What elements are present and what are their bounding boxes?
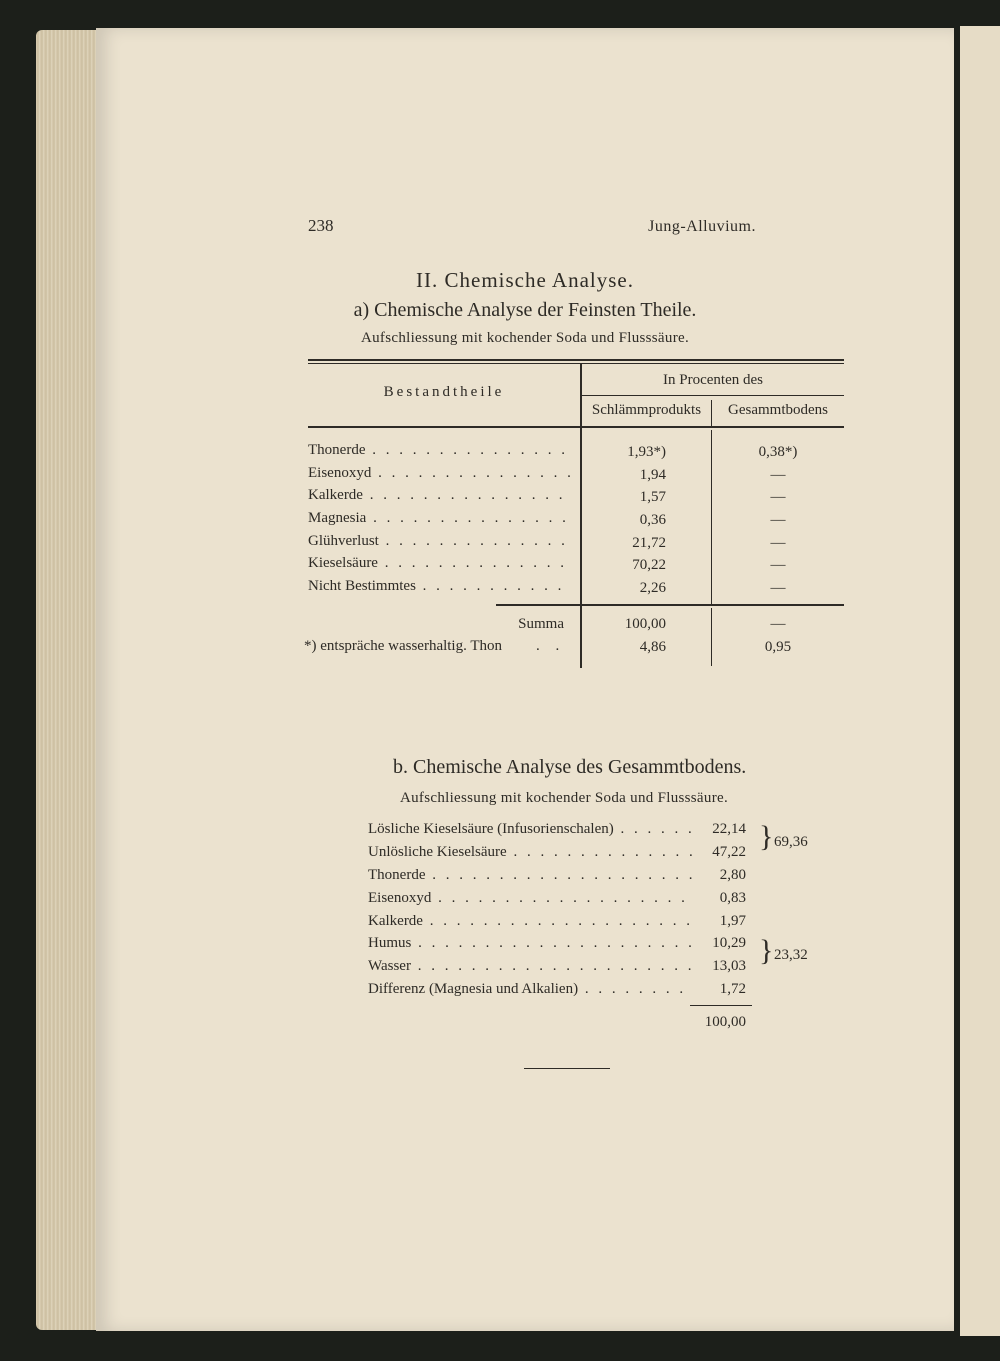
row-label: Glühverlust . . . (308, 533, 570, 550)
item-value: 10,29 (712, 935, 746, 951)
row-value-gesammt: — (770, 557, 786, 573)
table-a-top-rule-thin (308, 363, 844, 364)
item-label: Kalkerde . . . (368, 913, 692, 930)
item-label: Thonerde . . . (368, 867, 692, 884)
item-value: 47,22 (712, 844, 746, 860)
group2-brace: } (759, 934, 774, 967)
total-value: 100,00 (704, 1014, 746, 1030)
table-a-header-rule (308, 426, 844, 428)
group1-brace: } (759, 820, 774, 853)
table-a-header-group: In Procenten des (663, 372, 763, 388)
page-number: 238 (308, 216, 334, 235)
row-value-gesammt: 0,38*) (758, 444, 798, 460)
row-label: Magnesia . . . (308, 510, 570, 527)
book-page (96, 28, 954, 1331)
footnote-leader: . . (536, 638, 566, 654)
summa-label: Summa (518, 616, 564, 632)
table-a-header-schlaemm: Schlämmprodukts (591, 402, 702, 418)
table-b-note: Aufschliessung mit kochender Soda und Flusssäure. (400, 790, 728, 806)
row-label: Kieselsäure . . . (308, 555, 570, 572)
row-value-schlaemm: 0,36 (639, 512, 666, 528)
row-value-gesammt: — (770, 467, 786, 483)
row-value-schlaemm: 1,57 (639, 489, 666, 505)
item-value: 22,14 (712, 821, 746, 837)
table-a-sum-rule (496, 604, 844, 606)
row-value-gesammt: — (770, 535, 786, 551)
group1-sum: 69,36 (774, 834, 808, 850)
table-a-title: a) Chemische Analyse der Feinsten Theile. (353, 299, 697, 321)
section-title: II. Chemische Analyse. (416, 268, 634, 292)
table-a-top-rule (308, 359, 844, 361)
facing-page (960, 26, 1000, 1336)
item-value: 2,80 (719, 867, 746, 883)
group2-sum: 23,32 (774, 947, 808, 963)
table-a-note: Aufschliessung mit kochender Soda und Flusssäure. (361, 330, 689, 346)
summa-value-schlaemm: 100,00 (624, 616, 666, 632)
item-label: Lösliche Kieselsäure (Infusorienschalen) . . . (368, 821, 692, 838)
item-label: Eisenoxyd . . . (368, 890, 692, 907)
row-label: Kalkerde . . . (308, 487, 570, 504)
table-a-header-gesammt: Gesammtbodens (728, 402, 828, 418)
item-label: Unlösliche Kieselsäure . . . (368, 844, 692, 861)
running-head: Jung-Alluvium. (648, 218, 756, 235)
item-label: Humus . . . (368, 935, 692, 952)
table-b-title: b. Chemische Analyse des Gesammtbodens. (393, 756, 747, 778)
footnote-label: *) entspräche wasserhaltig. Thon (304, 638, 502, 654)
end-rule (524, 1068, 610, 1069)
item-value: 1,97 (719, 913, 746, 929)
row-value-schlaemm: 21,72 (632, 535, 666, 551)
row-value-gesammt: — (770, 512, 786, 528)
summa-value-gesammt: — (770, 616, 786, 632)
row-value-schlaemm: 70,22 (632, 557, 666, 573)
row-label: Nicht Bestimmtes . . . (308, 578, 570, 595)
row-label: Thonerde . . . (308, 442, 570, 459)
footnote-value-gesammt: 0,95 (764, 639, 792, 655)
table-a-group-rule (582, 395, 844, 396)
row-value-schlaemm: 1,93*) (627, 444, 666, 460)
row-value-schlaemm: 2,26 (639, 580, 666, 596)
row-value-gesammt: — (770, 580, 786, 596)
total-rule (690, 1005, 752, 1006)
item-label: Differenz (Magnesia und Alkalien) . . . (368, 981, 692, 998)
row-value-gesammt: — (770, 489, 786, 505)
item-value: 0,83 (719, 890, 746, 906)
item-label: Wasser . . . (368, 958, 692, 975)
item-value: 13,03 (712, 958, 746, 974)
item-value: 1,72 (719, 981, 746, 997)
table-a-header-bestandtheile: Bestandtheile (383, 384, 505, 400)
row-value-schlaemm: 1,94 (639, 467, 666, 483)
row-label: Eisenoxyd . . . (308, 465, 570, 482)
footnote-value-schlaemm: 4,86 (639, 639, 666, 655)
